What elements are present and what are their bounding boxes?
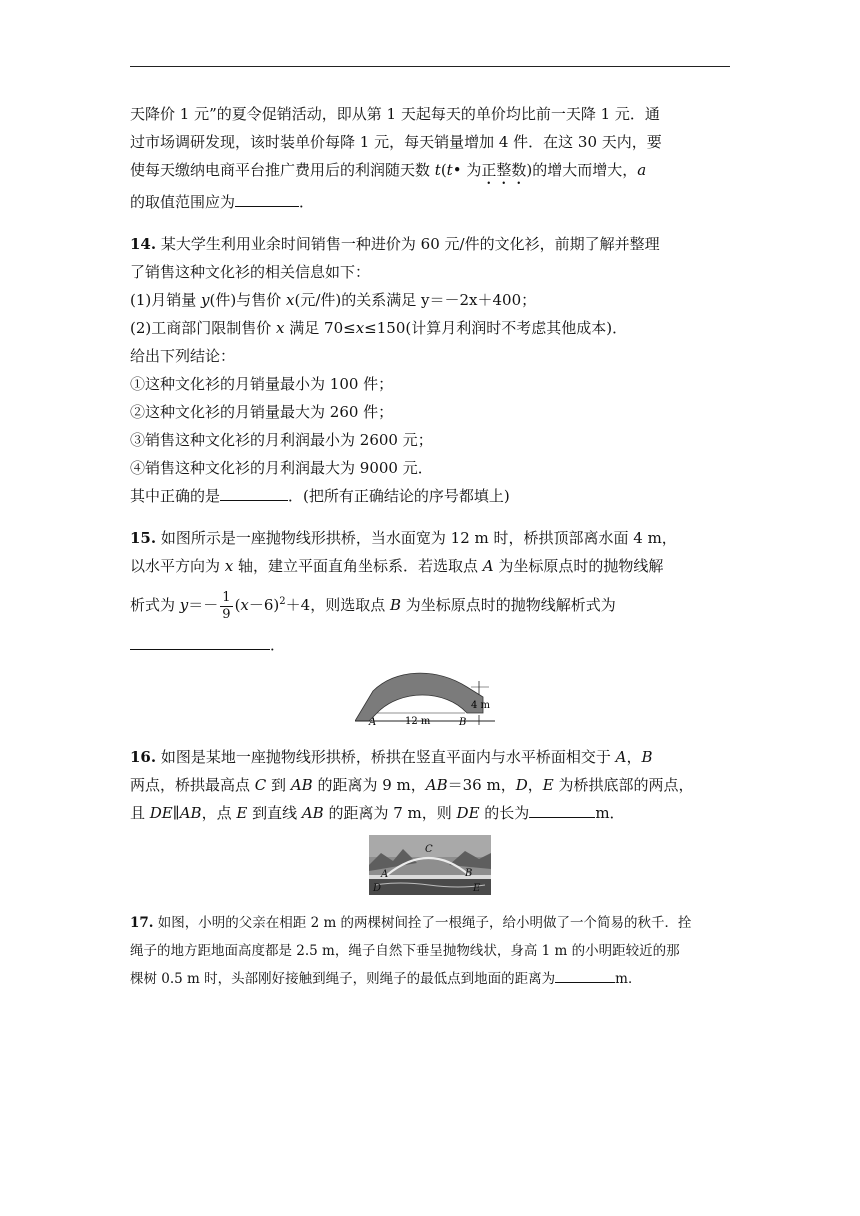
q16-line2: 两点，桥拱最高点 C 到 AB 的距离为 9 m，AB＝36 m，D，E 为桥拱底部的两点， (130, 776, 694, 794)
q16-line1: 16. 如图是某地一座抛物线形拱桥，桥拱在竖直平面内与水平桥面相交于 A，B (130, 748, 653, 766)
document-page (130, 100, 730, 993)
answer-blank (529, 801, 595, 818)
header-rule (130, 66, 730, 67)
photo-label-B: B (465, 868, 473, 879)
q15-line1: 15. 如图所示是一座抛物线形拱桥，当水面宽为 12 m 时，桥拱顶部离水面 4 m， (130, 529, 677, 547)
q14-option-1: ①这种文化衫的月销量最小为 100 件； (130, 375, 394, 393)
q17-line1: 17. 如图，小明的父亲在相距 2 m 的两棵树间拴了一根绳子，给小明做了一个简易的秋千．拴 (130, 915, 692, 931)
question-number: 17. (130, 915, 154, 931)
q14-option-4: ④销售这种文化衫的月利润最大为 9000 元． (130, 459, 433, 477)
q13-line4: 的取值范围应为 ． (130, 188, 730, 216)
label-4m: 4 m (471, 700, 491, 711)
photo-label-C: C (425, 844, 433, 855)
photo-label-E: E (473, 883, 481, 894)
answer-blank (555, 966, 615, 983)
q13-line2: 过市场调研发现，该时装单价每降 1 元，每天销量增加 4 件．在这 30 天内，要 (130, 133, 662, 151)
q16-line3: 且 DE∥AB，点 E 到直线 AB 的距离为 7 m，则 DE 的长为 m． (130, 799, 730, 827)
label-B: B (459, 717, 467, 728)
q14-option-2: ②这种文化衫的月销量最大为 260 件； (130, 403, 394, 421)
q17-line2: 绳子的地方距地面高度都是 2.5 m，绳子自然下垂呈抛物线状，身高 1 m 的小明距较近的那 (130, 943, 680, 959)
answer-blank (130, 633, 270, 650)
answer-blank (220, 484, 288, 501)
q15-line2: 以水平方向为 x 轴，建立平面直角坐标系．若选取点 A 为坐标原点时的抛物线解 (130, 557, 664, 575)
answer-blank (235, 190, 299, 207)
bridge-arch-shape (355, 673, 483, 721)
q15-line4: ． (130, 631, 730, 659)
q13-line1: 天降价 1 元”的夏令促销活动，即从第 1 天起每天的单价均比前一天降 1 元．通 (130, 105, 660, 123)
fraction: $\frac{1}{9}$ (222, 589, 231, 622)
q14-ask: 其中正确的是 ．(把所有正确结论的序号都填上) (130, 482, 730, 510)
q14-line2: 了销售这种文化衫的相关信息如下： (130, 263, 371, 281)
q15-line3: 析式为 y＝－ $\frac{1}{9}$ $(x-6)^2+4$，则选取点 B 为坐标原点时的抛物线解析式为 (130, 589, 616, 622)
label-12m: 12 m (405, 716, 431, 727)
q13-line3: 使每天缴纳电商平台推广费用后的利润随天数 t(t• 为正整数)的增大而增大，a (130, 161, 647, 179)
question-number: 15. (130, 529, 157, 547)
emphasis-dots: 正整数 (481, 161, 527, 179)
question-number: 16. (130, 748, 157, 766)
bridge-diagram (355, 667, 505, 729)
label-A: A (369, 717, 377, 728)
q17-line3: 棵树 0.5 m 时，头部刚好接触到绳子，则绳子的最低点到地面的距离为 m． (130, 965, 730, 993)
q14-option-3: ③销售这种文化衫的月利润最小为 2600 元； (130, 431, 433, 449)
q14-given: 给出下列结论： (130, 347, 236, 365)
q14-cond2: (2)工商部门限制售价 x 满足 70≤x≤150(计算月利润时不考虑其他成本)． (130, 319, 628, 337)
photo-label-A: A (381, 869, 389, 880)
question-number: 14. (130, 235, 157, 253)
photo-label-D: D (373, 883, 382, 894)
bridge-photo (369, 835, 491, 895)
q14-cond1: (1)月销量 y(件)与售价 x(元/件)的关系满足 y＝－2x＋400； (130, 291, 537, 309)
q14-line1: 14. 某大学生利用业余时间销售一种进价为 60 元/件的文化衫，前期了解并整理 (130, 235, 660, 253)
